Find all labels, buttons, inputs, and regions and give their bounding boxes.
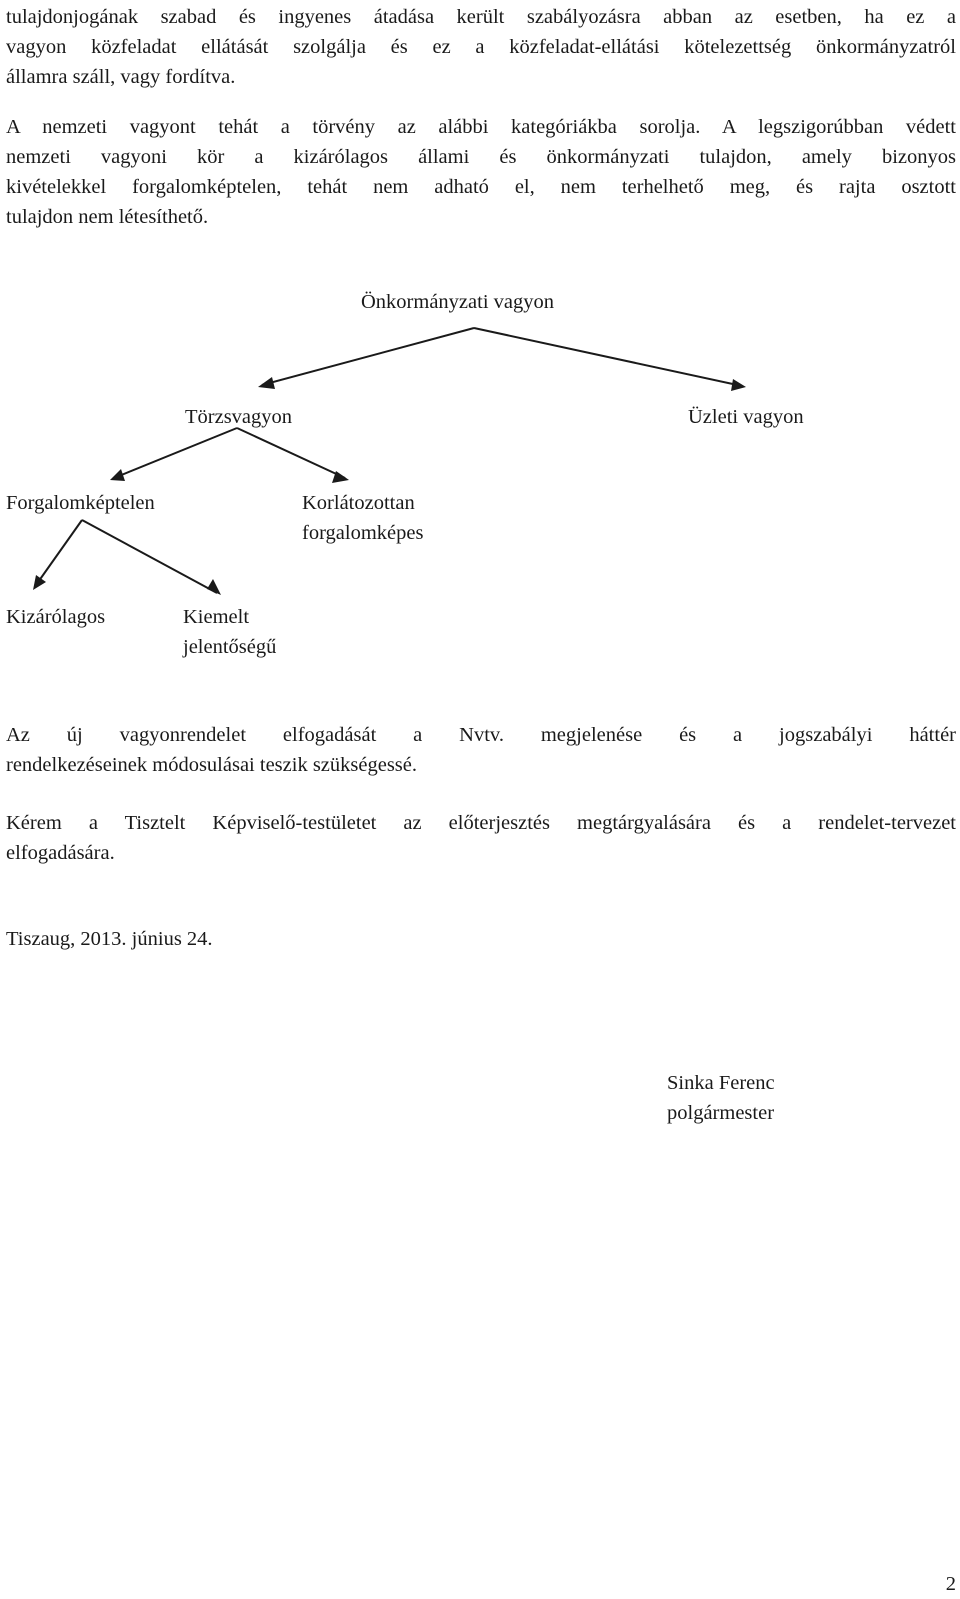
- request-paragraph: [6, 808, 956, 868]
- reason-line: rendelkezéseinek módosulásai teszik szükségessé.: [6, 754, 418, 776]
- signature-title: polgármester: [667, 1102, 775, 1124]
- arrowhead-korlatozottan: [332, 471, 349, 483]
- diagram-torzsvagyon-label: Törzsvagyon: [185, 406, 293, 428]
- arrow-forgalom-to-kizarolagos: [36, 520, 82, 585]
- intro-paragraph: [6, 2, 956, 92]
- arrow-forgalom-to-kiemelt: [82, 520, 217, 593]
- diagram-kiemelt-line2: jelentőségű: [183, 636, 277, 658]
- categories-line: A nemzeti vagyont tehát a törvény az alábbi kategóriákba sorolja. A legszigorúbban védett: [6, 116, 956, 138]
- arrow-torzs-to-korlatozottan: [237, 428, 345, 478]
- page-number: 2: [945, 1573, 956, 1595]
- reason-paragraph: [6, 720, 956, 780]
- date-line: Tiszaug, 2013. június 24.: [6, 928, 213, 950]
- arrow-torzs-to-forgalomkeptelen: [114, 428, 237, 478]
- diagram-forgalomkeptelen-label: Forgalomképtelen: [6, 492, 155, 514]
- diagram-korlatozottan-line1: Korlátozottan: [302, 492, 415, 514]
- categories-line: kivételekkel forgalomképtelen, tehát nem adható el, nem terhelhető meg, és rajta osztott: [6, 176, 956, 198]
- request-line: Kérem a Tisztelt Képviselő-testületet az előterjesztés megtárgyalására és a rendelet-tervezet: [6, 812, 956, 834]
- intro-line: vagyon közfeladat ellátását szolgálja és ez a közfeladat-ellátási kötelezettség önkormányzatról: [6, 36, 956, 58]
- diagram-korlatozottan-line2: forgalomképes: [302, 522, 424, 544]
- request-line: elfogadására.: [6, 842, 115, 864]
- intro-line: tulajdonjogának szabad és ingyenes átadása került szabályozásra abban az esetben, ha ez a: [6, 6, 956, 28]
- categories-paragraph: [6, 112, 956, 232]
- diagram-kiemelt-label: [183, 602, 276, 662]
- signature-block: [667, 1068, 775, 1128]
- signature-name: Sinka Ferenc: [667, 1072, 775, 1094]
- arrowhead-uzleti: [731, 379, 746, 391]
- diagram-korlatozottan-label: [302, 488, 423, 548]
- arrow-root-to-torzsvagyon: [262, 328, 474, 385]
- diagram-kiemelt-line1: Kiemelt: [183, 606, 250, 628]
- categories-line: nemzeti vagyoni kör a kizárólagos állami és önkormányzati tulajdon, amely bizonyos: [6, 146, 956, 168]
- arrowhead-kizarolagos: [33, 575, 46, 590]
- arrowhead-torzsvagyon: [258, 377, 275, 389]
- reason-line: Az új vagyonrendelet elfogadását a Nvtv. megjelenése és a jogszabályi háttér: [6, 724, 956, 746]
- arrowhead-forgalomkeptelen: [110, 469, 125, 481]
- arrow-root-to-uzleti: [474, 328, 742, 386]
- arrowhead-kiemelt: [207, 579, 221, 595]
- diagram-uzleti-label: Üzleti vagyon: [688, 406, 804, 428]
- categories-line: tulajdon nem létesíthető.: [6, 206, 209, 228]
- intro-line: államra száll, vagy fordítva.: [6, 66, 236, 88]
- diagram-root-label: Önkormányzati vagyon: [361, 291, 554, 313]
- diagram-kizarolagos-label: Kizárólagos: [6, 606, 106, 628]
